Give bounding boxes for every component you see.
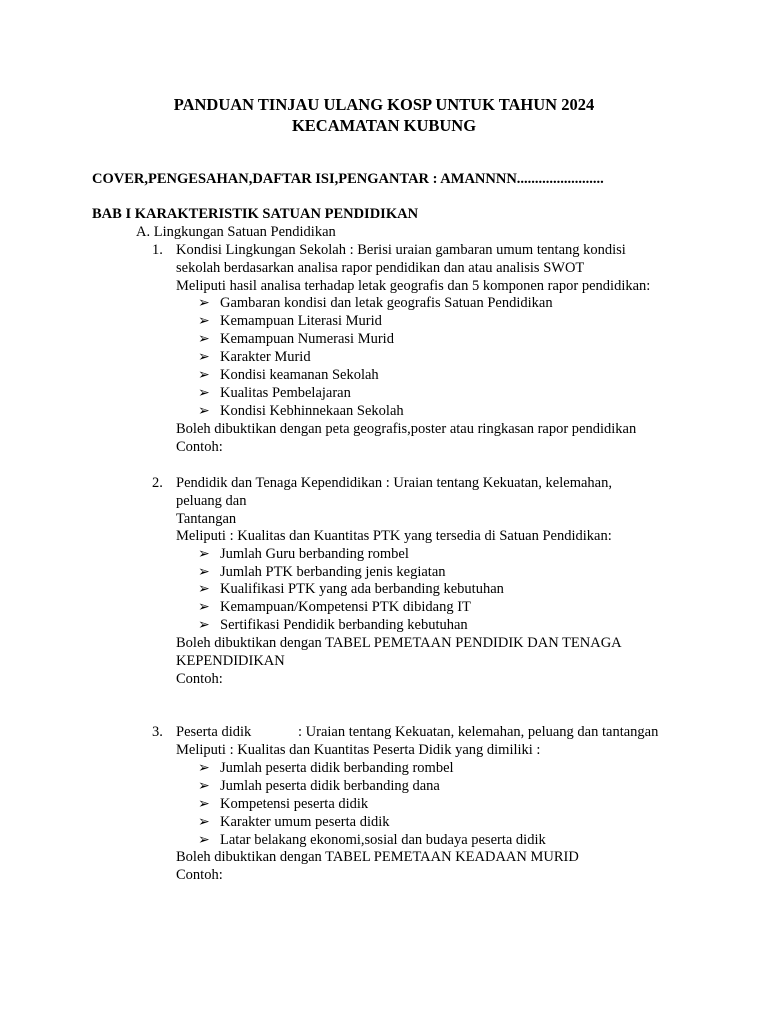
list-item: ➢ Kualifikasi PTK yang ada berbanding kebutuhan bbox=[198, 581, 504, 597]
item-description: Tantangan bbox=[176, 511, 237, 527]
list-item: ➢ Kemampuan/Kompetensi PTK dibidang IT bbox=[198, 599, 471, 615]
list-item: ➢ Gambaran kondisi dan letak geografis Satuan Pendidikan bbox=[198, 295, 553, 311]
arrow-bullet-icon: ➢ bbox=[198, 404, 210, 419]
item-meliputi: Meliputi hasil analisa terhadap letak geografis dan 5 komponen rapor pendidikan: bbox=[176, 278, 651, 294]
item-description: Kondisi Lingkungan Sekolah : Berisi uraian gambaran umum tentang kondisi bbox=[176, 242, 626, 258]
list-item: ➢ Kualitas Pembelajaran bbox=[198, 385, 351, 401]
arrow-bullet-icon: ➢ bbox=[198, 582, 210, 597]
item-evidence: Boleh dibuktikan dengan TABEL PEMETAAN KEADAAN MURID bbox=[176, 849, 579, 865]
arrow-bullet-icon: ➢ bbox=[198, 833, 210, 848]
list-item: ➢ Jumlah Guru berbanding rombel bbox=[198, 546, 409, 562]
item-meliputi: Meliputi : Kualitas dan Kuantitas Peserta Didik yang dimiliki : bbox=[176, 742, 541, 758]
list-item: ➢ Sertifikasi Pendidik berbanding kebutuhan bbox=[198, 617, 468, 633]
arrow-bullet-icon: ➢ bbox=[198, 600, 210, 615]
item-description: : Uraian tentang Kekuatan, kelemahan, peluang dan tantangan bbox=[298, 724, 659, 740]
item-example-label: Contoh: bbox=[176, 439, 223, 455]
document-title-line2: KECAMATAN KUBUNG bbox=[291, 116, 477, 135]
list-item: ➢ Jumlah PTK berbanding jenis kegiatan bbox=[198, 564, 446, 580]
item-number: 2. bbox=[152, 475, 163, 491]
list-item: ➢ Kemampuan Numerasi Murid bbox=[198, 331, 394, 347]
item-description-label: Peserta didik bbox=[176, 724, 252, 740]
item-example-label: Contoh: bbox=[176, 867, 223, 883]
list-item: ➢ Latar belakang ekonomi,sosial dan budaya peserta didik bbox=[198, 832, 546, 848]
arrow-bullet-icon: ➢ bbox=[198, 314, 210, 329]
item-description: sekolah berdasarkan analisa rapor pendidikan dan atau analisis SWOT bbox=[176, 260, 585, 276]
list-item: ➢ Karakter umum peserta didik bbox=[198, 814, 390, 830]
list-item: ➢ Kemampuan Literasi Murid bbox=[198, 313, 382, 329]
arrow-bullet-icon: ➢ bbox=[198, 332, 210, 347]
arrow-bullet-icon: ➢ bbox=[198, 350, 210, 365]
list-item: ➢ Jumlah peserta didik berbanding dana bbox=[198, 778, 440, 794]
item-evidence: Boleh dibuktikan dengan TABEL PEMETAAN PENDIDIK DAN TENAGA bbox=[176, 635, 622, 651]
document-title-line1: PANDUAN TINJAU ULANG KOSP UNTUK TAHUN 2024 bbox=[173, 95, 595, 114]
arrow-bullet-icon: ➢ bbox=[198, 779, 210, 794]
arrow-bullet-icon: ➢ bbox=[198, 547, 210, 562]
list-item: ➢ Jumlah peserta didik berbanding rombel bbox=[198, 760, 454, 776]
item-number: 3. bbox=[152, 724, 163, 740]
item-evidence: KEPENDIDIKAN bbox=[176, 653, 285, 669]
arrow-bullet-icon: ➢ bbox=[198, 815, 210, 830]
arrow-bullet-icon: ➢ bbox=[198, 296, 210, 311]
item-evidence: Boleh dibuktikan dengan peta geografis,poster atau ringkasan rapor pendidikan bbox=[176, 421, 637, 437]
bab1-heading: BAB I KARAKTERISTIK SATUAN PENDIDIKAN bbox=[92, 206, 419, 222]
subsection-heading: A. Lingkungan Satuan Pendidikan bbox=[136, 224, 336, 240]
item-number: 1. bbox=[152, 242, 163, 258]
arrow-bullet-icon: ➢ bbox=[198, 565, 210, 580]
arrow-bullet-icon: ➢ bbox=[198, 761, 210, 776]
item-meliputi: Meliputi : Kualitas dan Kuantitas PTK yang tersedia di Satuan Pendidikan: bbox=[176, 528, 612, 544]
list-item: ➢ Kondisi keamanan Sekolah bbox=[198, 367, 379, 383]
item-description: peluang dan bbox=[176, 493, 247, 509]
list-item: ➢ Kompetensi peserta didik bbox=[198, 796, 369, 812]
item-description: Pendidik dan Tenaga Kependidikan : Uraian tentang Kekuatan, kelemahan, bbox=[176, 475, 612, 491]
list-item: ➢ Karakter Murid bbox=[198, 349, 311, 365]
item-example-label: Contoh: bbox=[176, 671, 223, 687]
arrow-bullet-icon: ➢ bbox=[198, 386, 210, 401]
arrow-bullet-icon: ➢ bbox=[198, 618, 210, 633]
arrow-bullet-icon: ➢ bbox=[198, 797, 210, 812]
list-item: ➢ Kondisi Kebhinnekaan Sekolah bbox=[198, 403, 404, 419]
arrow-bullet-icon: ➢ bbox=[198, 368, 210, 383]
cover-status-line: COVER,PENGESAHAN,DAFTAR ISI,PENGANTAR : AMANNNN........................ bbox=[92, 171, 604, 187]
